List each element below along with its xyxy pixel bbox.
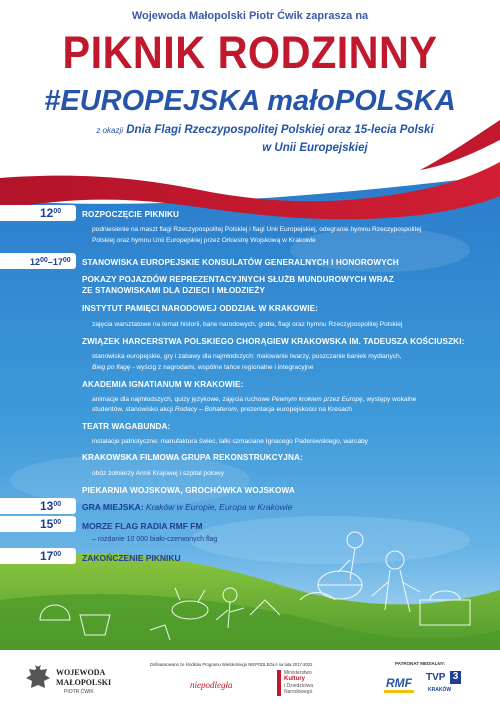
range-end-hour: 17 — [52, 257, 63, 267]
city-game-italic: Kraków w Europie, Europa w Krakowie — [143, 502, 293, 512]
city-game-title: GRA MIEJSKA: — [82, 502, 144, 512]
occasion-line-1 — [30, 124, 500, 136]
opening-title: ROZPOCZĘCIE PIKNIKU — [82, 210, 179, 219]
tvp-number: 3 — [450, 671, 461, 684]
ministry-bar — [277, 670, 281, 696]
time-bar-1500 — [0, 516, 76, 532]
ignatianum-desc-2-italic: Rodacy – Bohaterom — [174, 406, 237, 413]
occasion-text-1: Dnia Flagi Rzeczypospolitej Polskiej oraz 15-lecia Polski — [126, 124, 434, 136]
consulates-title: STANOWISKA EUROPEJSKIE KONSULATÓW GENERALNYCH I HONOROWYCH — [82, 258, 399, 267]
ignatianum-desc-1-b: , występy wokalne — [362, 396, 417, 403]
time-bar-1700 — [0, 548, 76, 564]
occasion-line-2: w Unii Europejskiej — [262, 142, 368, 154]
bakery-title: PIEKARNIA WOJSKOWA, GROCHÓWKA WOJSKOWA — [82, 486, 295, 495]
time-1700 — [40, 549, 61, 563]
time-1700-hour: 17 — [40, 549, 54, 563]
range-dash: – — [47, 257, 53, 267]
time-bar-1300 — [0, 498, 76, 514]
presenter-line: Wojewoda Małopolski Piotr Ćwik zaprasza na — [131, 10, 369, 22]
time-1200-1700 — [30, 255, 71, 269]
closing-title: ZAKOŃCZENIE PIKNIKU — [82, 553, 181, 563]
time-1500-min: 00 — [53, 519, 62, 526]
time-1500-hour: 15 — [40, 517, 54, 531]
range-end-min: 00 — [62, 257, 71, 264]
occasion-prefix: z okazji — [96, 126, 124, 135]
time-bar-1200 — [0, 205, 76, 221]
zhp-desc-1: stanowiska europejskie, gry i zabawy dla najmłodszych: malowanie twarzy, puszczanie baniek mydlanych, — [92, 353, 402, 360]
tvp-logo: TVP — [426, 672, 446, 683]
opening-desc-2: Polskiej oraz hymnu Unii Europejskiej przez Orkiestrę Wojskową w Krakowie — [92, 237, 316, 244]
flags-title: MORZE FLAG RADIA RMF FM — [82, 521, 203, 531]
eagle-emblem-icon — [25, 664, 51, 694]
wojewoda-line-3: PIOTR ĆWIK — [64, 689, 94, 695]
kfg-desc: obóz żołnierzy Armii Krajowej i szpital polowy — [92, 470, 224, 477]
ministry-2: Kultury — [284, 676, 305, 682]
city-game — [82, 502, 292, 513]
kfg-title: KRAKOWSKA FILMOWA GRUPA REKONSTRUKCYJNA: — [82, 453, 303, 462]
ignatianum-desc-2-a: studentów, stanowisko akcji — [92, 406, 175, 413]
ignatianum-desc-1-italic: Pewnym krokiem przez Europę — [271, 396, 363, 403]
ministry-3: i Dziedzictwa — [284, 683, 314, 689]
niepodlegla-logo: niepodległa — [190, 680, 233, 690]
time-1200 — [40, 206, 61, 220]
funding-note: Dofinansowano ze środków Programu Wieloletniego NIEPODLEGŁA na lata 2017-2022 — [150, 662, 313, 667]
ignatianum-desc-2 — [92, 405, 452, 415]
time-1300-min: 00 — [53, 501, 62, 508]
ipn-title: INSTYTUT PAMIĘCI NARODOWEJ ODDZIAŁ W KRAKOWIE: — [82, 304, 318, 313]
event-date: 2 maja 2019 roku, Błonia Krakowskie — [131, 162, 369, 177]
range-start-min: 00 — [40, 257, 48, 264]
ignatianum-desc-2-b: , prezentacja europejskości na Kresach — [236, 406, 352, 413]
tvp-krakow: KRAKÓW — [428, 687, 452, 693]
time-1500 — [40, 517, 61, 531]
ministry-1: Ministerstwo — [284, 670, 312, 676]
flags-desc: – rozdanie 10 000 biało-czerwonych flag — [92, 536, 218, 543]
wagabunda-desc: instalacje patriotyczne: manufaktura świec, lalki szmaciane Ignacego Paderewskiego, warcaby — [92, 438, 368, 445]
time-1200-hour: 12 — [40, 206, 54, 220]
zhp-desc-2-rest: - wyścig z nagrodami, wspólne tańce regionalne i integracyjne — [130, 364, 314, 371]
ipn-desc: zajęcia warsztatowe na temat historii, barw narodowych, godła, flagi oraz hymnu Rzeczypospolitej Polskiej — [92, 321, 403, 328]
vehicles-title-2: ZE STANOWISKAMI DLA DZIECI I MŁODZIEŻY — [82, 286, 266, 295]
footer — [0, 650, 500, 719]
zhp-desc-2 — [92, 363, 452, 373]
zhp-desc-2-italic: Bieg po flagę — [92, 364, 131, 371]
time-1300 — [40, 499, 61, 513]
rmf-underline — [384, 690, 414, 693]
ignatianum-desc-1-a: animacje dla najmłodszych, quizy językowe, zajęcia ruchowe — [92, 396, 272, 403]
media-patronage-label: PATRONAT MEDIALNY: — [395, 661, 445, 666]
time-1200-min: 00 — [53, 208, 62, 215]
time-1300-hour: 13 — [40, 499, 54, 513]
range-start-hour: 12 — [30, 257, 41, 267]
opening-desc-1: podniesienie na maszt flagi Rzeczypospolitej Polskiej i flagi Unii Europejskiej, odegranie hymnu Rzeczypospolitej — [92, 226, 422, 233]
event-title: PIKNIK RODZINNY — [62, 27, 438, 78]
ministry-4: Narodowego — [284, 689, 313, 695]
time-1700-min: 00 — [53, 551, 62, 558]
wojewoda-line-1: WOJEWODA — [56, 668, 106, 677]
event-subtitle: #EUROPEJSKA małoPOLSKA — [44, 85, 456, 117]
wagabunda-title: TEATR WAGABUNDA: — [82, 422, 171, 431]
ignatianum-title: AKADEMIA IGNATIANUM W KRAKOWIE: — [82, 380, 244, 389]
ignatianum-desc-1 — [92, 395, 452, 405]
wojewoda-line-2: MAŁOPOLSKI — [56, 678, 112, 687]
vehicles-title-1: POKAZY POJAZDÓW REPREZENTACYJNYCH SŁUŻB MUNDUROWYCH WRAZ — [82, 275, 394, 284]
rmf-logo: RMF — [386, 676, 412, 690]
zhp-title: ZWIĄZEK HARCERSTWA POLSKIEGO CHORĄGIEW KRAKOWSKA IM. TADEUSZA KOŚCIUSZKI: — [82, 337, 465, 346]
